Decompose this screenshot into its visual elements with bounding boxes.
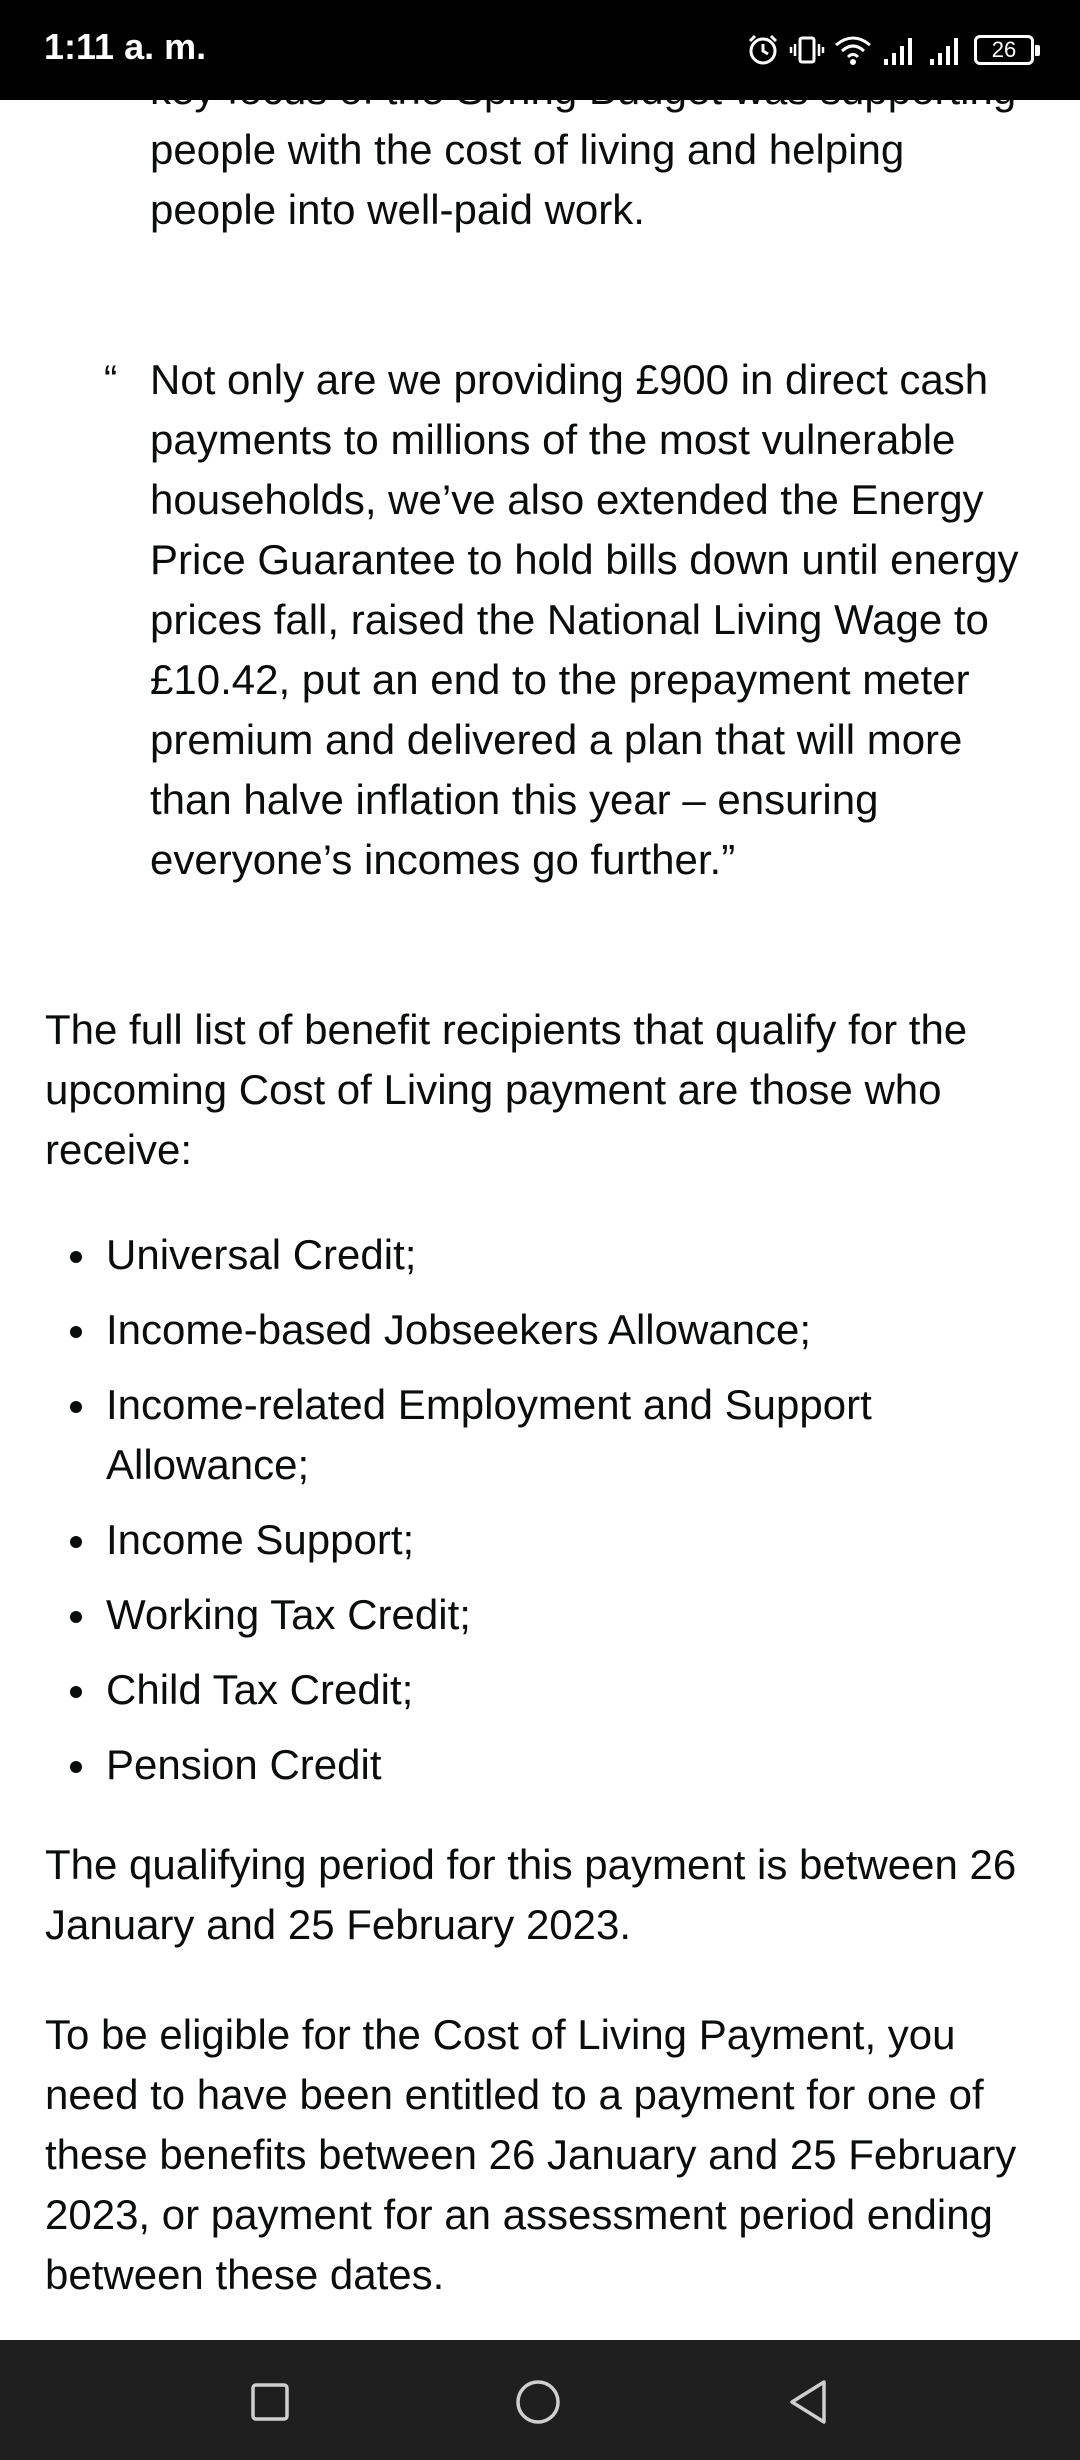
battery-icon: 26 <box>974 35 1034 65</box>
square-icon <box>248 2380 292 2424</box>
vibrate-icon <box>790 33 824 67</box>
quote-mark-icon: “ <box>104 358 118 402</box>
qualifying-period: The qualifying period for this payment is between 26 January and 25 February 2023. <box>45 1841 1017 1948</box>
status-time: 1:11 a. m. <box>44 26 207 67</box>
status-icons <box>746 28 1034 72</box>
list-item: Child Tax Credit; <box>45 1660 1045 1720</box>
article-content <box>0 60 1080 2340</box>
back-button[interactable] <box>784 2378 832 2426</box>
list-intro: The full list of benefit recipients that qualify for the upcoming Cost of Living payment are those who receive: <box>45 1006 968 1173</box>
status-bar <box>0 0 1080 100</box>
benefits-list <box>45 1225 1045 1810</box>
circle-icon <box>514 2378 562 2426</box>
list-item: Income-related Employment and Support Allowance; <box>45 1375 1045 1495</box>
alarm-icon <box>746 33 780 67</box>
list-item: Income-based Jobseekers Allowance; <box>45 1300 1045 1360</box>
list-item: Income Support; <box>45 1510 1045 1570</box>
triangle-back-icon <box>786 2378 830 2426</box>
quote-paragraph: people with the cost of living and helping people into well-paid work. <box>150 126 905 233</box>
list-item: Working Tax Credit; <box>45 1585 1045 1645</box>
home-button[interactable] <box>514 2378 562 2426</box>
quote-paragraph: Not only are we providing £900 in direct cash payments to millions of the most vulnerable households, we’ve also extended the Energy Price Guarantee to hold bills down until energy prices fall, raised the National Living Wage to £10.42, put an end to the prepayment meter premium and delivered a plan that will more than halve inflation this year – ensuring everyone’s incomes go further.” <box>150 356 1019 883</box>
navigation-bar <box>0 2340 1080 2460</box>
wifi-icon <box>834 33 872 67</box>
list-item: Pension Credit <box>45 1735 1045 1795</box>
eligibility-paragraph: To be eligible for the Cost of Living Payment, you need to have been entitled to a payment for one of these benefits between 26 January and 25 February 2023, or payment for an assessment period ending between these dates. <box>45 2011 1017 2298</box>
signal-icon <box>928 33 964 67</box>
signal-icon <box>882 33 918 67</box>
list-item: Universal Credit; <box>45 1225 1045 1285</box>
recents-button[interactable] <box>246 2378 294 2426</box>
